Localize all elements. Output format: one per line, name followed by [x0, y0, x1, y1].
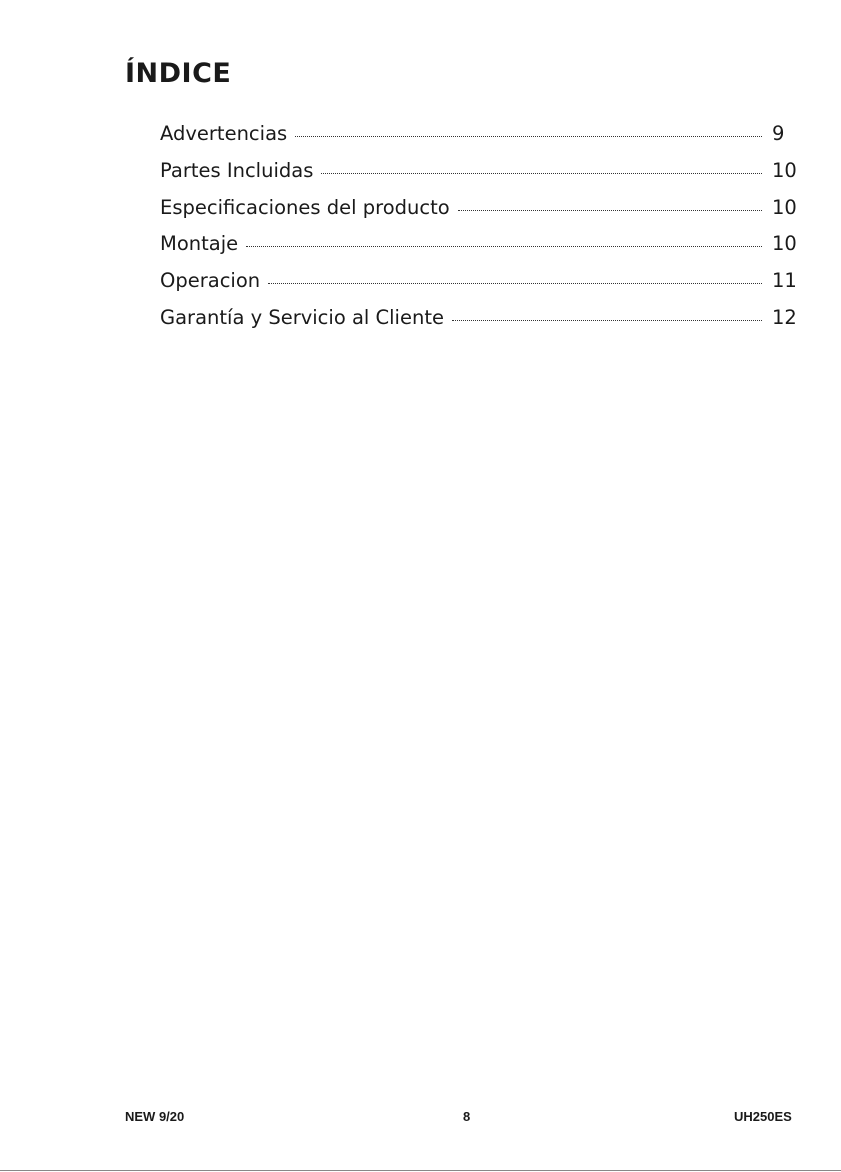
toc-entry-title: Operacion	[160, 269, 261, 293]
dot-leader	[246, 246, 762, 247]
page-bottom-rule	[0, 1170, 841, 1171]
dot-leader	[268, 283, 762, 284]
toc-entry-page: 9	[772, 122, 785, 145]
toc-entry-page: 10	[772, 195, 797, 219]
dot-leader	[321, 173, 762, 174]
dot-leader	[452, 320, 762, 321]
toc-entry-page: 10	[772, 232, 797, 256]
toc-entry-garantia	[160, 306, 800, 343]
footer-page-number: 8	[463, 1109, 471, 1124]
dot-leader	[295, 136, 762, 137]
page-title: ÍNDICE	[125, 58, 232, 89]
toc-entry-partes-incluidas	[160, 159, 800, 196]
toc-entry-page: 11	[772, 269, 797, 293]
toc-entry-title: Montaje	[160, 232, 239, 256]
toc-entry-title: Garantía y Servicio al Cliente	[160, 305, 444, 329]
toc-entry-especificaciones	[160, 196, 800, 233]
footer-model-code: UH250ES	[734, 1109, 792, 1124]
toc-entry-page: 12	[772, 305, 797, 329]
footer-revision: NEW 9/20	[125, 1109, 185, 1124]
table-of-contents	[160, 122, 800, 343]
toc-entry-operacion	[160, 269, 800, 306]
toc-entry-advertencias	[160, 122, 800, 159]
toc-entry-title: Especificaciones del producto	[160, 195, 450, 219]
toc-entry-title: Partes Incluidas	[160, 158, 314, 182]
toc-entry-page: 10	[772, 158, 797, 182]
toc-entry-title: Advertencias	[160, 122, 288, 145]
toc-entry-montaje	[160, 232, 800, 269]
dot-leader	[458, 210, 762, 211]
